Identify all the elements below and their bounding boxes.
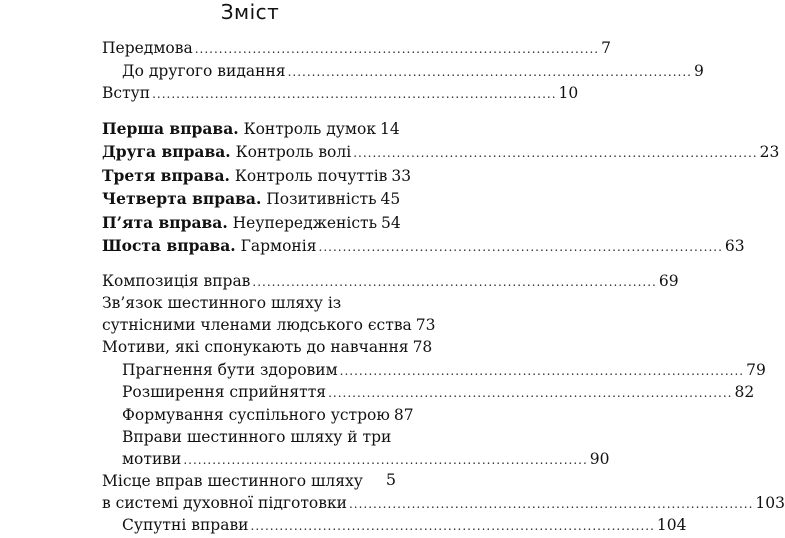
- toc-leader-dots: ....................................................................................: [250, 519, 655, 533]
- group-spacer: [102, 106, 399, 118]
- toc-entry-composition: [102, 271, 679, 294]
- toc-entry-line2: [122, 449, 610, 472]
- toc-entry-text: [102, 212, 377, 235]
- toc-entry-related: [102, 515, 687, 538]
- toc-entry-line2: [102, 493, 785, 516]
- toc-entry-bold: Перша вправа.: [102, 118, 239, 138]
- toc-page-number: 90: [589, 449, 610, 468]
- toc-entry-text: Мотиви, які спонукають до навчання: [102, 338, 409, 356]
- toc-entry-motives: [102, 337, 433, 360]
- toc-entry-text: Передмова: [102, 39, 193, 57]
- toc-leader-dots: ....................................................................................: [318, 240, 723, 254]
- toc-entry-bold: Друга вправа.: [102, 142, 231, 161]
- toc-entry-text: Вступ: [102, 84, 151, 102]
- toc-page-number: 104: [656, 516, 687, 534]
- toc-entry-subtitle: Позитивність: [261, 190, 377, 208]
- toc-page-number: 45: [380, 190, 401, 208]
- toc-page-number: 87: [393, 405, 414, 424]
- toc-page-number: 78: [412, 338, 433, 356]
- toc-entry-introduction: [102, 83, 579, 106]
- toc-entry-social-order: [102, 405, 414, 428]
- toc-entry-subtitle: Контроль волі: [230, 143, 352, 161]
- toc-entry-subtitle: Контроль думок: [238, 119, 377, 138]
- toc-page-number: 73: [415, 315, 436, 334]
- toc-entry-text: Композиція вправ: [102, 271, 251, 290]
- toc-entry-exercise-5: [102, 212, 399, 236]
- toc-entry-text-line1: Вправи шестинного шляху й три: [122, 428, 392, 446]
- toc-entry-text: Розширення сприйняття: [122, 383, 327, 401]
- toc-entry-exercise-6: [102, 235, 745, 259]
- page-number: 5: [385, 470, 396, 489]
- toc-entry-text: [102, 141, 351, 164]
- toc-entry-exercises-three-motives: [102, 427, 610, 471]
- toc-entry-line2: [102, 315, 436, 338]
- toc-entry-place: [102, 471, 785, 515]
- toc-entry-subtitle: Неупередженість: [227, 213, 378, 232]
- toc-entry-exercise-1: [102, 118, 399, 142]
- toc-leader-dots: ....................................................................................: [328, 386, 733, 400]
- toc-page-number: 23: [759, 143, 780, 161]
- toc-page-number: 79: [746, 360, 766, 379]
- toc-leader-dots: ....................................................................................: [194, 42, 600, 56]
- toc-entry-text-line1: Місце вправ шестинного шляху: [102, 472, 363, 490]
- toc-leader-dots: ....................................................................................: [353, 146, 758, 160]
- toc-entry-text: Формування суспільного устрою: [122, 405, 390, 424]
- toc-page-number: 82: [734, 383, 755, 401]
- toc-entry-subtitle: Гармонія: [235, 237, 317, 255]
- toc-entry-text-line2: мотиви: [122, 449, 182, 468]
- toc-entry-text-line2: сутнісними членами людського єства: [102, 315, 412, 334]
- toc-entry-text: До другого видання: [122, 61, 286, 80]
- toc-page-number: 14: [380, 119, 400, 138]
- toc-entry-bold: П’ята вправа.: [102, 212, 228, 232]
- toc-entry-foreword: [102, 38, 611, 61]
- toc-entry-health: [102, 360, 766, 383]
- toc-entry-text: Прагнення бути здоровим: [122, 360, 338, 379]
- toc-entry-bold: Четверта вправа.: [102, 189, 262, 208]
- toc-page-number: 7: [601, 39, 611, 57]
- toc-page-number: 54: [381, 213, 401, 232]
- toc-leader-dots: ....................................................................................: [348, 496, 754, 511]
- toc-entry-text: Супутні вправи: [122, 516, 249, 534]
- toc-entry-bold: Шоста вправа.: [102, 236, 236, 255]
- toc-entry-text: [102, 188, 377, 211]
- toc-entry-text: [102, 165, 387, 188]
- toc-entry-text: [102, 235, 317, 258]
- toc-page-number: 33: [391, 166, 412, 185]
- toc-page-number: 69: [658, 271, 679, 290]
- toc-entry-connection: [102, 293, 436, 337]
- toc-leader-dots: ....................................................................................: [252, 274, 657, 289]
- toc-entry-subtitle: Контроль почуттів: [229, 166, 388, 185]
- table-of-contents: [102, 38, 785, 538]
- page-title: Зміст: [220, 0, 280, 24]
- toc-page-number: 10: [558, 84, 579, 102]
- toc-entry-exercise-2: [102, 141, 780, 165]
- toc-page-number: 63: [724, 237, 745, 255]
- toc-leader-dots: ....................................................................................: [339, 363, 745, 378]
- toc-entry-perception: [102, 382, 755, 405]
- toc-page-number: 9: [693, 61, 704, 80]
- group-spacer: [102, 259, 399, 271]
- toc-leader-dots: ....................................................................................: [152, 87, 557, 101]
- toc-entry-text-line2: в системі духовної підготовки: [102, 493, 347, 512]
- toc-entry-second-edition: [102, 61, 704, 84]
- toc-entry-exercise-4: [102, 188, 399, 212]
- toc-entry-text: [102, 118, 376, 141]
- toc-entry-exercise-3: [102, 165, 412, 189]
- toc-entry-bold: Третя вправа.: [102, 165, 230, 185]
- toc-entry-text-line1: Зв’язок шестинного шляху із: [102, 294, 342, 312]
- toc-leader-dots: ....................................................................................: [287, 64, 692, 79]
- toc-leader-dots: ....................................................................................: [183, 452, 588, 467]
- toc-page-number: 103: [755, 493, 785, 512]
